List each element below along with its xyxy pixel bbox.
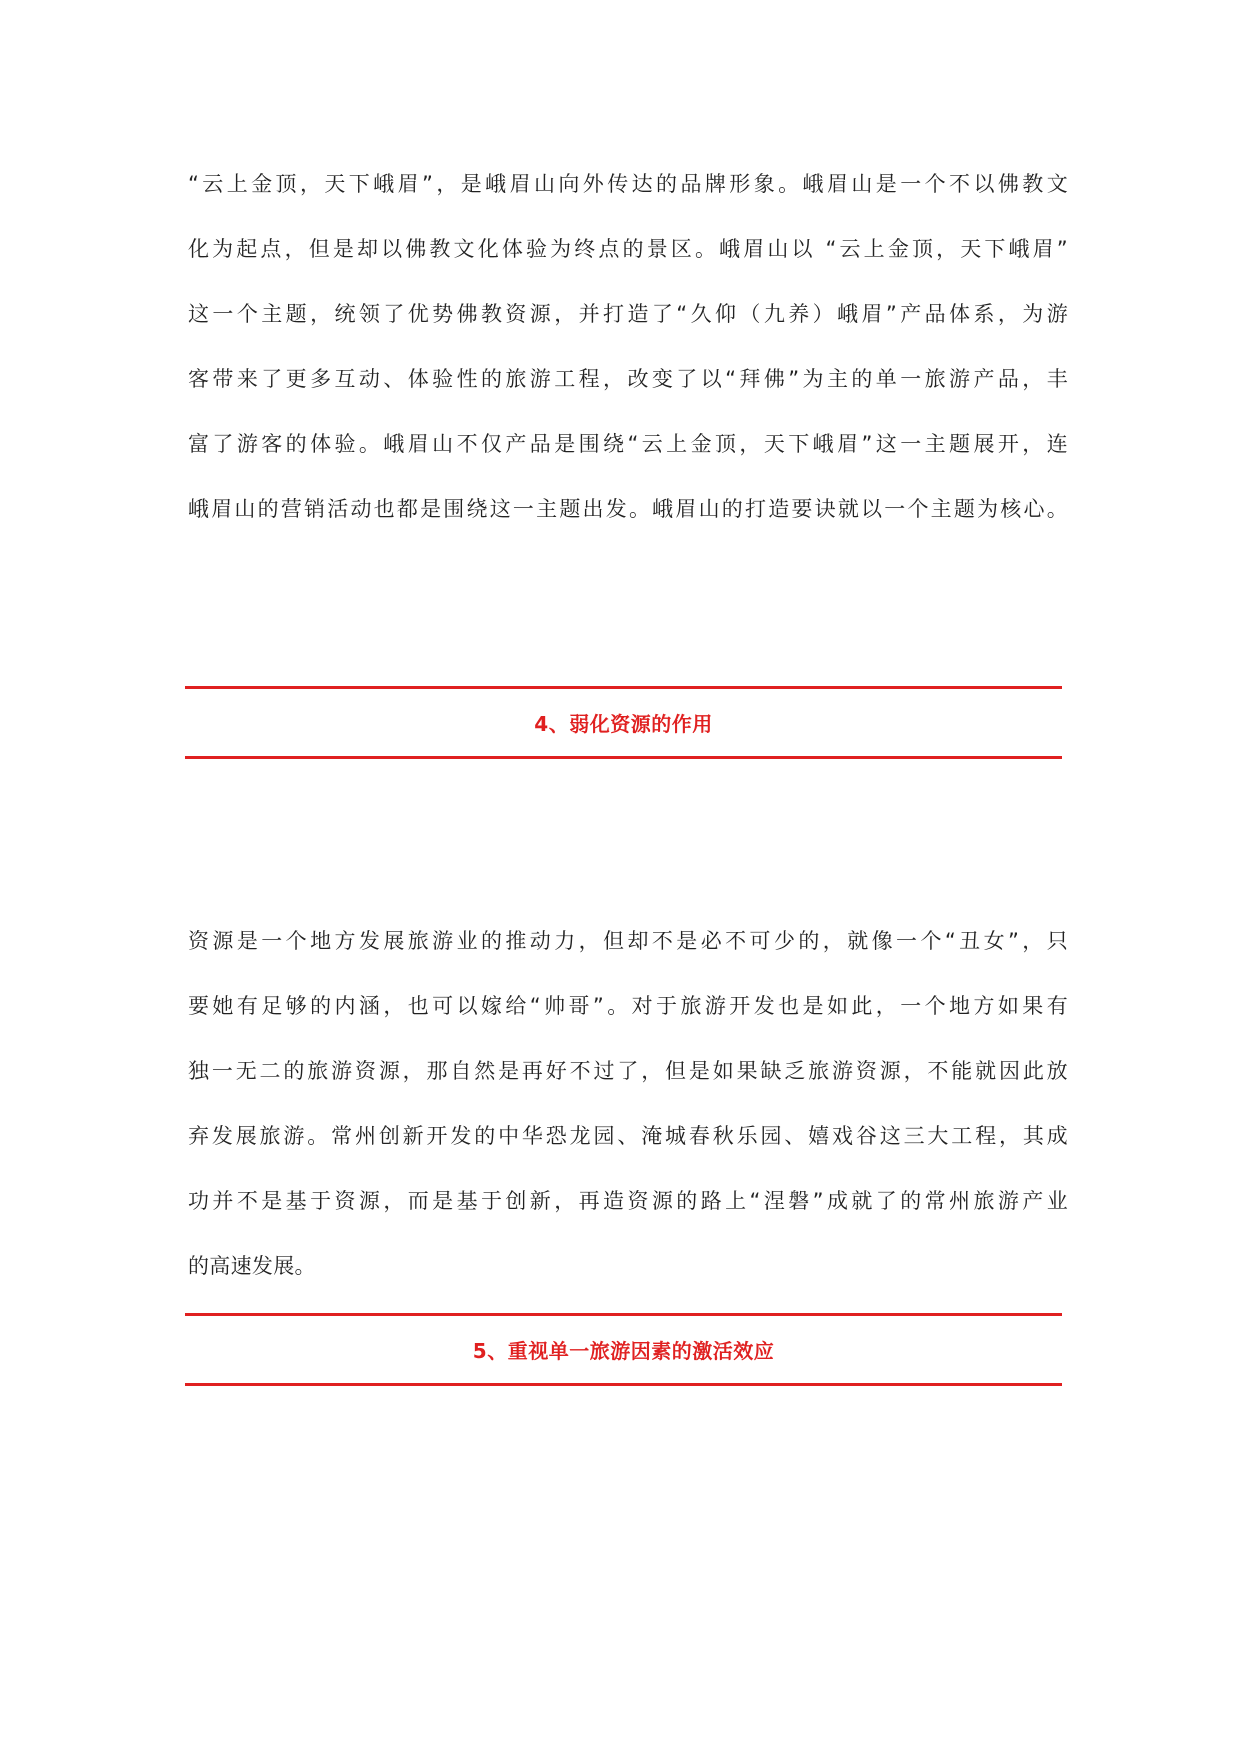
paragraph-line: 独一无二的旅游资源，那自然是再好不过了，但是如果缺乏旅游资源，不能就因此放 xyxy=(188,1059,1068,1083)
paragraph-line: 峨眉山的营销活动也都是围绕这一主题出发。峨眉山的打造要诀就以一个主题为核心。 xyxy=(188,497,1068,521)
paragraph-line: 的高速发展。 xyxy=(188,1254,316,1278)
paragraph-line: 客带来了更多互动、体验性的旅游工程，改变了以“拜佛”为主的单一旅游产品，丰 xyxy=(188,367,1068,391)
paragraph-line: 要她有足够的内涵，也可以嫁给“帅哥”。对于旅游开发也是如此，一个地方如果有 xyxy=(188,994,1068,1018)
paragraph-line: 资源是一个地方发展旅游业的推动力，但却不是必不可少的，就像一个“丑女”，只 xyxy=(188,929,1068,953)
section-header-4 xyxy=(185,686,1062,759)
paragraph-line: 弃发展旅游。常州创新开发的中华恐龙园、淹城春秋乐园、嬉戏谷这三大工程，其成 xyxy=(188,1124,1068,1148)
paragraph-line: “云上金顶，天下峨眉”，是峨眉山向外传达的品牌形象。峨眉山是一个不以佛教文 xyxy=(188,172,1068,196)
paragraph-line: 富了游客的体验。峨眉山不仅产品是围绕“云上金顶，天下峨眉”这一主题展开，连 xyxy=(188,432,1068,456)
paragraph-line: 化为起点，但是却以佛教文化体验为终点的景区。峨眉山以 “云上金顶，天下峨眉” xyxy=(188,237,1068,261)
paragraph-emei-brand xyxy=(188,152,1068,542)
section-header-5 xyxy=(185,1313,1062,1386)
paragraph-resources xyxy=(188,909,1068,1299)
section-title: 4、弱化资源的作用 xyxy=(534,712,713,736)
paragraph-line: 这一个主题，统领了优势佛教资源，并打造了“久仰（九养）峨眉”产品体系，为游 xyxy=(188,302,1068,326)
section-title: 5、重视单一旅游因素的激活效应 xyxy=(472,1339,775,1363)
paragraph-line: 功并不是基于资源，而是基于创新，再造资源的路上“涅磐”成就了的常州旅游产业 xyxy=(188,1189,1068,1213)
